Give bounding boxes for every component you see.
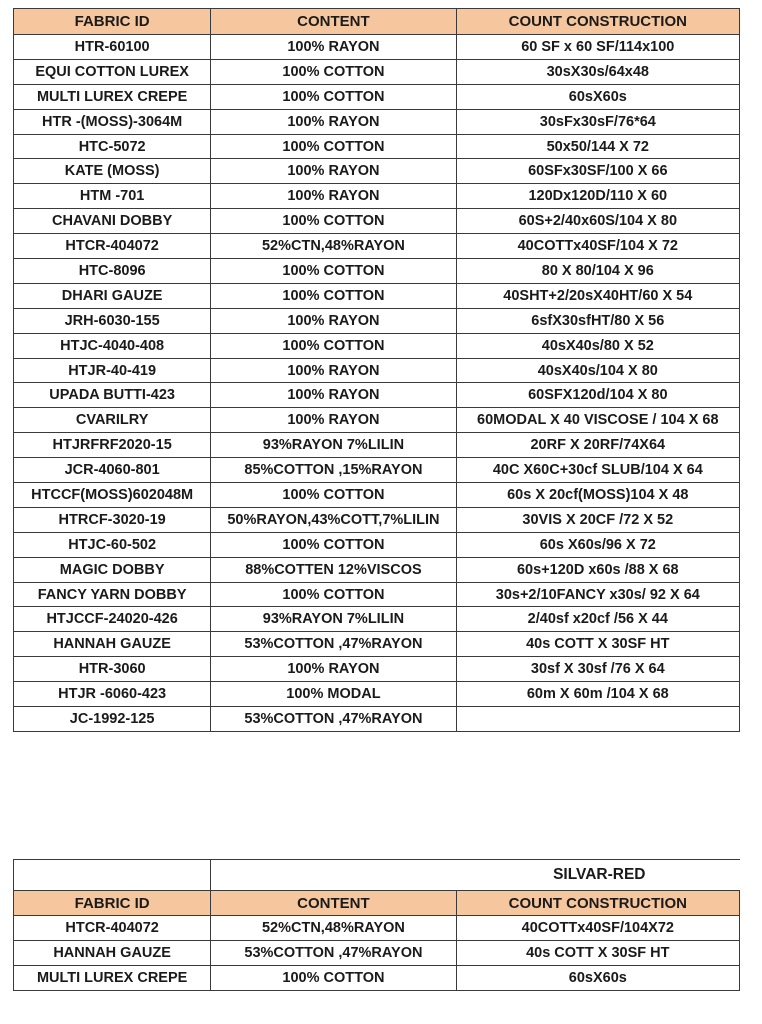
fabric-id-cell: CHAVANI DOBBY [14,209,211,234]
count-construction-cell: 60 SF x 60 SF/114x100 [456,35,739,60]
fabric-table-silvar-red [13,859,740,991]
count-construction-cell: 30sX30s/64x48 [456,59,739,84]
fabric-id-cell: KATE (MOSS) [14,159,211,184]
content-cell: 100% COTTON [211,209,456,234]
content-cell: 100% RAYON [211,159,456,184]
fabric-id-cell: MULTI LUREX CREPE [14,84,211,109]
count-construction-cell: 30sFx30sF/76*64 [456,109,739,134]
fabric-id-cell: JC-1992-125 [14,707,211,732]
count-construction-cell: 60s X60s/96 X 72 [456,532,739,557]
content-cell: 100% COTTON [211,283,456,308]
content-cell: 100% COTTON [211,134,456,159]
count-construction-cell: 60sX60s [456,84,739,109]
fabric-id-cell: MAGIC DOBBY [14,557,211,582]
fabric-id-cell: HTJCCF-24020-426 [14,607,211,632]
table-row [14,582,740,607]
header-row [14,9,740,35]
table-title: SILVAR-RED [211,860,740,891]
content-cell: 100% RAYON [211,109,456,134]
count-construction-cell: 6sfX30sfHT/80 X 56 [456,308,739,333]
count-construction-cell: 40C X60C+30cf SLUB/104 X 64 [456,458,739,483]
header-content: CONTENT [211,9,456,35]
content-cell: 100% RAYON [211,308,456,333]
table-row [14,134,740,159]
content-cell: 100% RAYON [211,383,456,408]
table-row [14,532,740,557]
table-row [14,632,740,657]
count-construction-cell: 40COTTx40SF/104X72 [456,916,739,941]
count-construction-cell: 30VIS X 20CF /72 X 52 [456,507,739,532]
count-construction-cell: 60m X 60m /104 X 68 [456,682,739,707]
table-row [14,458,740,483]
table-row [14,109,740,134]
content-cell: 100% RAYON [211,657,456,682]
fabric-id-cell: HANNAH GAUZE [14,941,211,966]
content-cell: 100% COTTON [211,532,456,557]
fabric-id-cell: HTM -701 [14,184,211,209]
fabric-id-cell: DHARI GAUZE [14,283,211,308]
table-row [14,159,740,184]
content-cell: 100% RAYON [211,358,456,383]
count-construction-cell: 120Dx120D/110 X 60 [456,184,739,209]
table-row [14,259,740,284]
table-row [14,308,740,333]
table-row [14,35,740,60]
content-cell: 53%COTTON ,47%RAYON [211,632,456,657]
header-count-construction: COUNT CONSTRUCTION [456,9,739,35]
fabric-id-cell: HTR-60100 [14,35,211,60]
table-row [14,916,740,941]
header-count-construction: COUNT CONSTRUCTION [456,891,739,916]
count-construction-cell: 2/40sf x20cf /56 X 44 [456,607,739,632]
content-cell: 53%COTTON ,47%RAYON [211,941,456,966]
table-row [14,358,740,383]
fabric-id-cell: HTC-8096 [14,259,211,284]
count-construction-cell: 80 X 80/104 X 96 [456,259,739,284]
content-cell: 85%COTTON ,15%RAYON [211,458,456,483]
header-content: CONTENT [211,891,456,916]
fabric-id-cell: HTJRFRF2020-15 [14,433,211,458]
fabric-id-cell: HTR -(MOSS)-3064M [14,109,211,134]
table-row [14,483,740,508]
count-construction-cell: 40sX40s/104 X 80 [456,358,739,383]
content-cell: 100% MODAL [211,682,456,707]
title-row [14,860,740,891]
count-construction-cell: 60MODAL X 40 VISCOSE / 104 X 68 [456,408,739,433]
count-construction-cell: 60s+120D x60s /88 X 68 [456,557,739,582]
content-cell: 93%RAYON 7%LILIN [211,433,456,458]
table-row [14,333,740,358]
fabric-id-cell: HTCR-404072 [14,916,211,941]
content-cell: 100% COTTON [211,333,456,358]
fabric-id-cell: HTJR -6060-423 [14,682,211,707]
fabric-table-main [13,8,740,732]
count-construction-cell: 60s X 20cf(MOSS)104 X 48 [456,483,739,508]
fabric-id-cell: HTCCF(MOSS)602048M [14,483,211,508]
header-row [14,891,740,916]
content-cell: 100% COTTON [211,259,456,284]
table-row [14,184,740,209]
count-construction-cell: 60sX60s [456,966,739,991]
header-fabric-id: FABRIC ID [14,9,211,35]
fabric-id-cell: JCR-4060-801 [14,458,211,483]
count-construction-cell: 60SFx30SF/100 X 66 [456,159,739,184]
content-cell: 93%RAYON 7%LILIN [211,607,456,632]
count-construction-cell: 40COTTx40SF/104 X 72 [456,234,739,259]
table-row [14,507,740,532]
table-row [14,707,740,732]
table-row [14,84,740,109]
fabric-id-cell: HTRCF-3020-19 [14,507,211,532]
fabric-id-cell: EQUI COTTON LUREX [14,59,211,84]
fabric-id-cell: HTJR-40-419 [14,358,211,383]
header-fabric-id: FABRIC ID [14,891,211,916]
content-cell: 100% COTTON [211,966,456,991]
fabric-id-cell: MULTI LUREX CREPE [14,966,211,991]
count-construction-cell: 60SFX120d/104 X 80 [456,383,739,408]
table-row [14,966,740,991]
table-row [14,557,740,582]
count-construction-cell [456,707,739,732]
fabric-id-cell: HTJC-4040-408 [14,333,211,358]
table-row [14,941,740,966]
table-row [14,607,740,632]
fabric-id-cell: JRH-6030-155 [14,308,211,333]
content-cell: 88%COTTEN 12%VISCOS [211,557,456,582]
count-construction-cell: 30sf X 30sf /76 X 64 [456,657,739,682]
content-cell: 53%COTTON ,47%RAYON [211,707,456,732]
count-construction-cell: 40sX40s/80 X 52 [456,333,739,358]
count-construction-cell: 50x50/144 X 72 [456,134,739,159]
count-construction-cell: 30s+2/10FANCY x30s/ 92 X 64 [456,582,739,607]
count-construction-cell: 40s COTT X 30SF HT [456,632,739,657]
fabric-table-main-body [14,35,740,732]
table-row [14,657,740,682]
content-cell: 50%RAYON,43%COTT,7%LILIN [211,507,456,532]
fabric-id-cell: FANCY YARN DOBBY [14,582,211,607]
fabric-id-cell: CVARILRY [14,408,211,433]
content-cell: 100% RAYON [211,408,456,433]
count-construction-cell: 60S+2/40x60S/104 X 80 [456,209,739,234]
title-blank-cell [14,860,211,891]
table-row [14,433,740,458]
fabric-id-cell: HANNAH GAUZE [14,632,211,657]
fabric-id-cell: UPADA BUTTI-423 [14,383,211,408]
table-row [14,234,740,259]
content-cell: 100% RAYON [211,35,456,60]
count-construction-cell: 40s COTT X 30SF HT [456,941,739,966]
fabric-id-cell: HTC-5072 [14,134,211,159]
table-row [14,209,740,234]
content-cell: 100% COTTON [211,59,456,84]
content-cell: 52%CTN,48%RAYON [211,234,456,259]
content-cell: 100% COTTON [211,582,456,607]
table-row [14,682,740,707]
fabric-id-cell: HTR-3060 [14,657,211,682]
table-row [14,59,740,84]
content-cell: 100% COTTON [211,84,456,109]
count-construction-cell: 40SHT+2/20sX40HT/60 X 54 [456,283,739,308]
table-row [14,283,740,308]
content-cell: 100% COTTON [211,483,456,508]
content-cell: 100% RAYON [211,184,456,209]
content-cell: 52%CTN,48%RAYON [211,916,456,941]
fabric-id-cell: HTCR-404072 [14,234,211,259]
fabric-id-cell: HTJC-60-502 [14,532,211,557]
fabric-table-silvar-red-body [14,916,740,991]
table-row [14,383,740,408]
table-row [14,408,740,433]
count-construction-cell: 20RF X 20RF/74X64 [456,433,739,458]
